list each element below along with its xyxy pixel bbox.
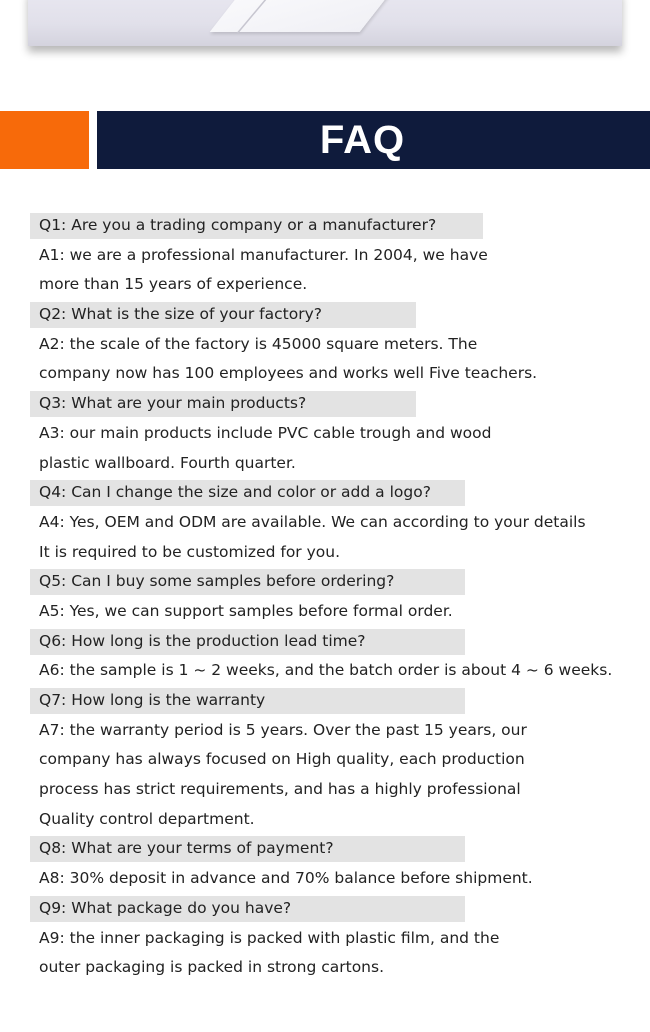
faq-answer-line: It is required to be customized for you. bbox=[39, 542, 341, 561]
faq-answer-line: company has always focused on High quality, each production bbox=[39, 750, 525, 769]
faq-answer-line: company now has 100 employees and works well Five teachers. bbox=[39, 364, 538, 383]
question-text: Q1: Are you a trading company or a manufacturer? bbox=[39, 216, 437, 234]
faq-header bbox=[97, 111, 650, 169]
faq-item bbox=[0, 389, 650, 478]
question-text: Q5: Can I buy some samples before ordering? bbox=[39, 572, 395, 591]
faq-question bbox=[0, 300, 650, 330]
faq-question bbox=[0, 478, 650, 508]
faq-question bbox=[0, 627, 650, 657]
faq-answer-line: plastic wallboard. Fourth quarter. bbox=[39, 453, 296, 472]
faq-item bbox=[0, 627, 650, 686]
page-title: FAQ bbox=[319, 117, 406, 162]
product-photo bbox=[0, 0, 650, 70]
faq-item bbox=[0, 567, 650, 626]
faq-answer-line: Quality control department. bbox=[39, 809, 255, 828]
faq-answer-line: A9: the inner packaging is packed with plastic film, and the bbox=[39, 928, 500, 947]
faq-answer-line: A1: we are a professional manufacturer. In 2004, we have bbox=[39, 245, 488, 264]
faq-item bbox=[0, 211, 650, 300]
faq-question bbox=[0, 834, 650, 864]
question-text: Q9: What package do you have? bbox=[39, 898, 292, 917]
faq-answer-line: A4: Yes, OEM and ODM are available. We can according to your details bbox=[39, 512, 586, 531]
faq-question bbox=[0, 389, 650, 419]
faq-item bbox=[0, 686, 650, 834]
faq-item bbox=[0, 300, 650, 389]
faq-item bbox=[0, 834, 650, 893]
header-accent-block bbox=[0, 111, 89, 169]
faq-answer-line: A5: Yes, we can support samples before formal order. bbox=[39, 601, 453, 620]
faq-answer-line: A8: 30% deposit in advance and 70% balance before shipment. bbox=[39, 869, 533, 888]
faq-answer-line: A6: the sample is 1 ~ 2 weeks, and the batch order is about 4 ~ 6 weeks. bbox=[39, 661, 613, 680]
faq-answer-line: A2: the scale of the factory is 45000 square meters. The bbox=[39, 334, 478, 353]
faq-answer-line: outer packaging is packed in strong cartons. bbox=[39, 958, 385, 977]
faq-item bbox=[0, 478, 650, 567]
question-text: Q8: What are your terms of payment? bbox=[39, 839, 334, 858]
faq-list bbox=[0, 211, 650, 983]
faq-question bbox=[0, 567, 650, 597]
faq-question bbox=[0, 894, 650, 924]
faq-question bbox=[0, 211, 650, 241]
question-text: Q7: How long is the warranty bbox=[39, 691, 266, 709]
question-text: Q4: Can I change the size and color or add a logo? bbox=[39, 483, 431, 502]
faq-answer-line: A3: our main products include PVC cable trough and wood bbox=[39, 423, 492, 442]
faq-item bbox=[0, 894, 650, 983]
faq-question bbox=[0, 686, 650, 716]
faq-answer-line: A7: the warranty period is 5 years. Over the past 15 years, our bbox=[39, 720, 527, 739]
question-text: Q6: How long is the production lead time? bbox=[39, 631, 366, 650]
question-text: Q2: What is the size of your factory? bbox=[39, 305, 322, 324]
faq-answer-line: more than 15 years of experience. bbox=[39, 275, 308, 294]
faq-answer-line: process has strict requirements, and has a highly professional bbox=[39, 780, 521, 799]
question-text: Q3: What are your main products? bbox=[39, 394, 307, 413]
